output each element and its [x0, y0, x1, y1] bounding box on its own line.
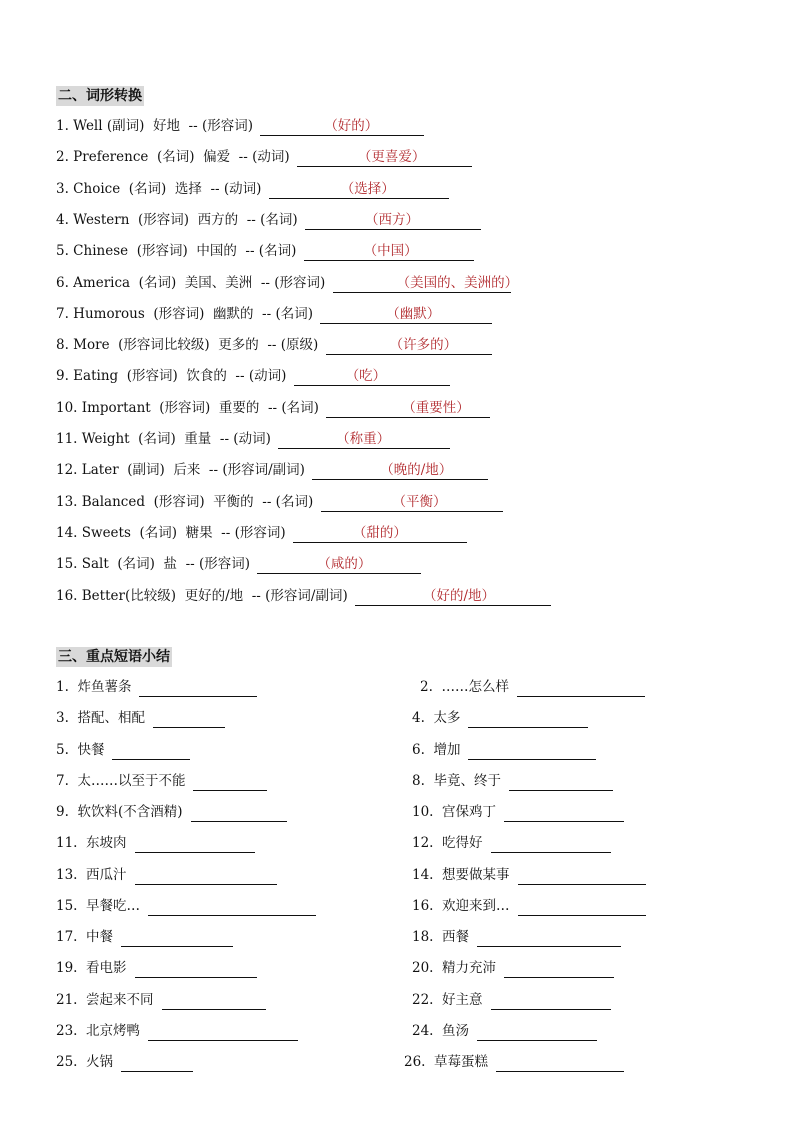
word-form-question: 13. Balanced (形容词) 平衡的 -- (名词): [56, 493, 318, 510]
phrase-label: 15. 早餐吃…: [56, 897, 141, 914]
phrase-label: 25. 火锅: [56, 1054, 114, 1070]
phrase-answer-blank[interactable]: [517, 679, 645, 697]
phrase-item: [56, 1052, 193, 1072]
phrase-item: [412, 990, 611, 1010]
word-form-item: [56, 366, 450, 386]
answer-text: （更喜爱）: [357, 149, 426, 166]
answer-text: （重要性）: [402, 399, 470, 416]
word-form-item: [56, 586, 551, 606]
word-form-question: 5. Chinese (形容词) 中国的 -- (名词): [56, 243, 301, 260]
phrase-label: 5. 快餐: [56, 741, 105, 758]
word-form-question: 8. More (形容词比较级) 更多的 -- (原级): [56, 337, 323, 354]
phrase-item: [56, 771, 267, 791]
word-form-question: 14. Sweets (名词) 糖果 -- (形容词): [56, 524, 290, 541]
phrase-label: 13. 西瓜汁: [56, 866, 127, 883]
phrase-label: 21. 尝起来不同: [56, 991, 154, 1008]
answer-text: （晚的/地）: [380, 462, 453, 479]
phrase-item: [56, 927, 233, 947]
phrase-answer-blank[interactable]: [518, 867, 646, 885]
phrase-item: [412, 802, 624, 822]
word-form-item: [56, 335, 492, 355]
word-form-item: [56, 523, 467, 543]
answer-text: （甜的）: [352, 524, 407, 541]
phrase-item: [420, 677, 645, 697]
word-form-question: 15. Salt (名词) 盐 -- (形容词): [56, 556, 255, 573]
phrase-label: 19. 看电影: [56, 960, 127, 977]
answer-blank[interactable]: [278, 430, 450, 449]
phrase-label: 9. 软饮料(不含酒精): [56, 804, 183, 820]
word-form-item: [56, 460, 488, 480]
phrase-item: [56, 990, 266, 1010]
phrase-label: 3. 搭配、相配: [56, 710, 145, 727]
phrase-label: 16. 欢迎来到…: [412, 897, 510, 914]
word-form-question: 11. Weight (名词) 重量 -- (动词): [56, 431, 276, 447]
phrase-answer-blank[interactable]: [162, 992, 266, 1010]
word-form-question: 12. Later (副词) 后来 -- (形容词/副词): [56, 462, 310, 479]
phrase-answer-blank[interactable]: [148, 1023, 298, 1041]
phrase-item: [56, 1021, 298, 1041]
phrase-item: [56, 865, 277, 885]
phrase-item: [412, 958, 614, 978]
answer-blank[interactable]: [326, 336, 492, 355]
phrase-item: [412, 771, 613, 791]
word-form-item: [56, 116, 424, 136]
answer-text: （西方）: [364, 211, 419, 228]
phrase-answer-blank[interactable]: [504, 960, 614, 978]
word-form-question: 1. Well (副词) 好地 -- (形容词): [56, 118, 258, 134]
phrase-item: [412, 927, 621, 947]
answer-text: （幽默）: [386, 305, 441, 322]
phrase-label: 17. 中餐: [56, 929, 114, 945]
phrase-item: [412, 708, 588, 728]
phrase-label: 2. ……怎么样: [420, 679, 509, 695]
phrase-label: 7. 太……以至于不能: [56, 772, 186, 789]
word-form-item: [56, 179, 449, 199]
word-form-item: [56, 304, 492, 324]
answer-blank[interactable]: [321, 493, 503, 512]
word-form-question: 6. America (名词) 美国、美洲 -- (形容词): [56, 274, 330, 291]
answer-text: （美国的、美洲的）: [396, 274, 519, 291]
phrase-item: [56, 708, 225, 728]
phrase-label: 23. 北京烤鸭: [56, 1022, 141, 1039]
phrase-answer-blank[interactable]: [477, 1023, 597, 1041]
answer-blank[interactable]: [297, 148, 472, 167]
phrase-item: [412, 1021, 597, 1041]
phrase-item: [56, 677, 257, 697]
phrase-label: 20. 精力充沛: [412, 960, 497, 977]
word-form-question: 7. Humorous (形容词) 幽默的 -- (名词): [56, 305, 318, 322]
section2-title: 二、词形转换: [58, 88, 142, 104]
answer-text: （许多的）: [389, 337, 458, 354]
phrase-label: 8. 毕竟、终于: [412, 772, 501, 789]
answer-blank[interactable]: [333, 274, 519, 293]
phrase-answer-blank[interactable]: [468, 710, 588, 728]
word-form-item: [56, 147, 472, 167]
word-form-item: [56, 210, 481, 230]
phrase-answer-blank[interactable]: [139, 679, 257, 697]
phrase-label: 24. 鱼汤: [412, 1022, 470, 1039]
phrase-label: 4. 太多: [412, 710, 461, 727]
phrase-item: [412, 833, 611, 853]
phrase-item: [56, 958, 257, 978]
phrase-answer-blank[interactable]: [468, 742, 596, 760]
phrase-item: [56, 896, 316, 916]
phrase-item: [56, 802, 287, 822]
section3-title: 三、重点短语小结: [58, 649, 170, 665]
answer-text: （咸的）: [317, 556, 372, 573]
answer-blank[interactable]: [312, 461, 488, 480]
phrase-label: 22. 好主意: [412, 991, 483, 1008]
answer-blank[interactable]: [269, 180, 449, 199]
phrase-answer-blank[interactable]: [135, 960, 257, 978]
word-form-question: 16. Better(比较级) 更好的/地 -- (形容词/副词): [56, 587, 352, 604]
phrase-label: 10. 宫保鸡丁: [412, 804, 497, 820]
word-form-item: [56, 554, 421, 574]
answer-text: （中国）: [363, 243, 418, 260]
answer-blank[interactable]: [260, 117, 424, 136]
answer-blank[interactable]: [326, 399, 490, 418]
phrase-item: [56, 833, 255, 853]
answer-blank[interactable]: [257, 555, 421, 574]
answer-text: （好的）: [324, 118, 379, 134]
phrase-answer-blank[interactable]: [193, 773, 267, 791]
word-form-item: [56, 273, 519, 293]
answer-text: （平衡）: [392, 493, 447, 510]
phrase-item: [412, 865, 646, 885]
phrase-label: 18. 西餐: [412, 929, 470, 945]
phrase-answer-blank[interactable]: [477, 929, 621, 947]
phrase-item: [56, 740, 190, 760]
word-form-item: [56, 429, 450, 449]
answer-blank[interactable]: [293, 524, 467, 543]
phrase-answer-blank[interactable]: [148, 898, 316, 916]
phrase-answer-blank[interactable]: [491, 992, 611, 1010]
phrase-answer-blank[interactable]: [121, 1054, 193, 1072]
word-form-question: 4. Western (形容词) 西方的 -- (名词): [56, 211, 302, 228]
phrase-answer-blank[interactable]: [153, 710, 225, 728]
phrase-label: 6. 增加: [412, 741, 461, 758]
phrase-item: [404, 1052, 624, 1072]
answer-text: （好的/地）: [423, 587, 496, 604]
answer-blank[interactable]: [320, 305, 492, 324]
phrase-answer-blank[interactable]: [191, 804, 287, 822]
answer-blank[interactable]: [355, 587, 551, 606]
phrase-answer-blank[interactable]: [504, 804, 624, 822]
phrase-label: 1. 炸鱼薯条: [56, 679, 132, 695]
word-form-item: [56, 398, 490, 418]
word-form-question: 3. Choice (名词) 选择 -- (动词): [56, 180, 266, 197]
word-form-question: 2. Preference (名词) 偏爱 -- (动词): [56, 149, 294, 166]
answer-blank[interactable]: [305, 211, 481, 230]
phrase-answer-blank[interactable]: [135, 867, 277, 885]
phrase-answer-blank[interactable]: [509, 773, 613, 791]
answer-blank[interactable]: [304, 242, 474, 261]
phrase-answer-blank[interactable]: [112, 742, 190, 760]
answer-blank[interactable]: [294, 367, 450, 386]
phrase-item: [412, 740, 596, 760]
answer-text: （称重）: [336, 431, 391, 447]
word-form-question: 9. Eating (形容词) 饮食的 -- (动词): [56, 368, 291, 385]
phrase-label: 12. 吃得好: [412, 835, 483, 852]
word-form-question: 10. Important (形容词) 重要的 -- (名词): [56, 399, 324, 416]
phrase-label: 11. 东坡肉: [56, 835, 127, 852]
phrase-answer-blank[interactable]: [135, 835, 255, 853]
answer-text: （吃）: [345, 368, 387, 385]
answer-text: （选择）: [340, 180, 395, 197]
phrase-answer-blank[interactable]: [518, 898, 646, 916]
phrase-answer-blank[interactable]: [491, 835, 611, 853]
phrase-item: [412, 896, 646, 916]
phrase-answer-blank[interactable]: [121, 929, 233, 947]
phrase-label: 14. 想要做某事: [412, 866, 510, 883]
phrase-label: 26. 草莓蛋糕: [404, 1054, 489, 1070]
word-form-item: [56, 492, 503, 512]
phrase-answer-blank[interactable]: [496, 1054, 624, 1072]
word-form-item: [56, 241, 474, 261]
